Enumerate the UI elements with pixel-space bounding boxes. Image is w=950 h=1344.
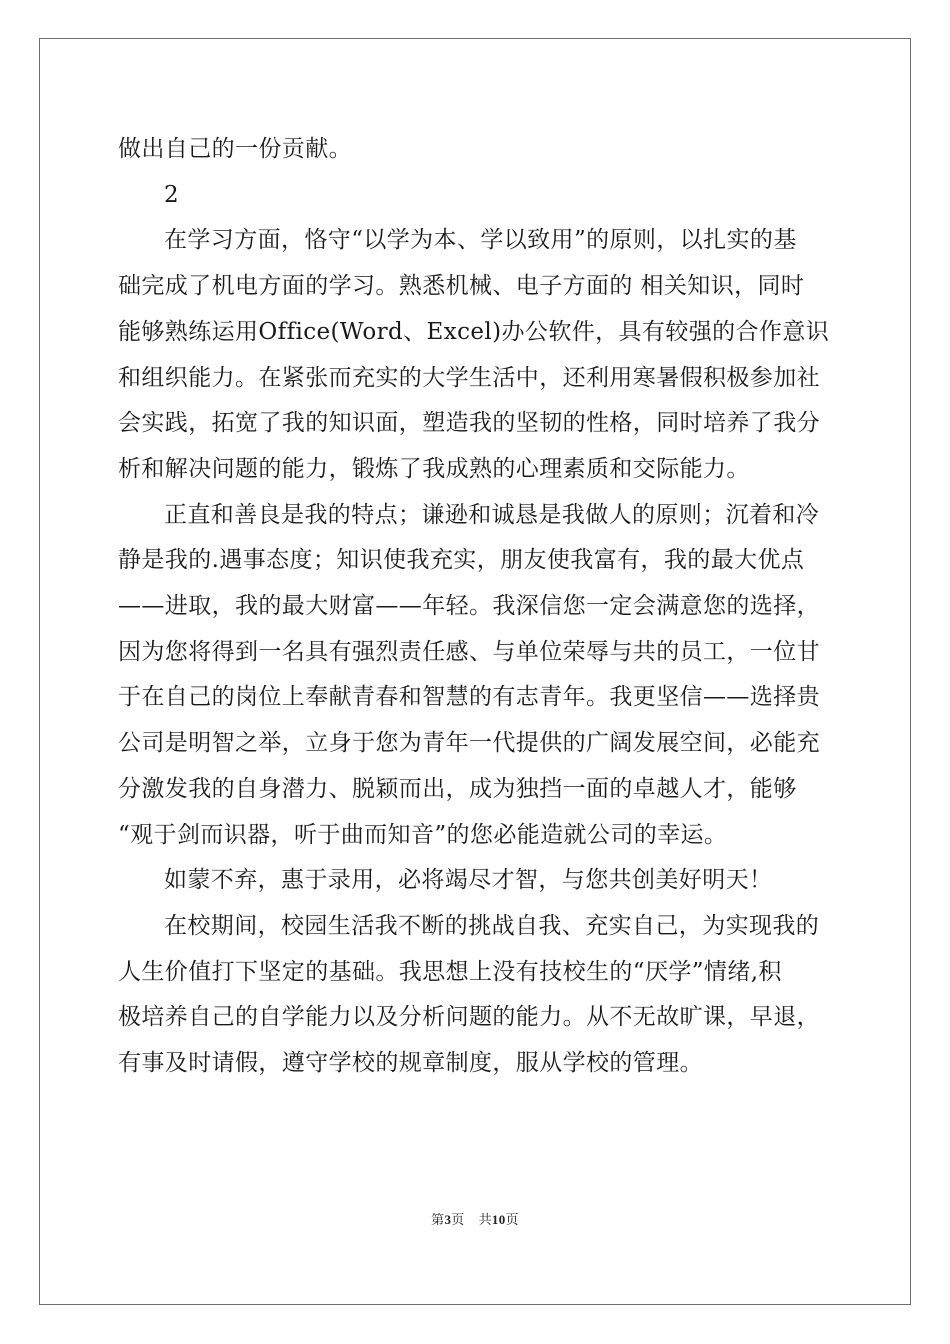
total-pages: 10: [491, 1212, 506, 1227]
text-line: 人生价值打下坚定的基础。我思想上没有技校生的“厌学”情绪,积: [118, 958, 782, 985]
text-line: “观于剑而识器，听于曲而知音”的您必能造就公司的幸运。: [118, 821, 728, 848]
footer-prefix: 第: [431, 1212, 445, 1227]
text-line: 2: [164, 181, 180, 208]
text-line: 静是我的.遇事态度；知识使我充实，朋友使我富有，我的最大优点: [118, 547, 805, 574]
text-line: 做出自己的一份贡献。: [118, 136, 352, 162]
text-line: 能够熟练运用Office(Word、Excel)办公软件，具有较强的合作意识: [118, 318, 830, 345]
total-prefix: 共: [478, 1212, 492, 1227]
text-line: 分激发我的自身潜力、脱颖而出，成为独挡一面的卓越人才，能够: [118, 775, 797, 802]
text-line: 有事及时请假，遵守学校的规章制度，服从学校的管理。: [118, 1050, 703, 1077]
text-line: 在学习方面，恪守“以学为本、学以致用”的原则，以扎实的基: [164, 227, 797, 254]
page-footer: [0, 1209, 950, 1228]
text-line: 极培养自己的自学能力以及分析问题的能力。从不无故旷课，早退，: [118, 1004, 820, 1031]
text-line: 因为您将得到一名具有强烈责任感、与单位荣辱与共的员工，一位甘: [118, 638, 820, 665]
text-line: 于在自己的岗位上奉献青春和智慧的有志青年。我更坚信——选择贵: [118, 684, 820, 711]
page-number: 3: [444, 1212, 452, 1227]
document-page: [39, 38, 911, 1305]
total-suffix: 页: [505, 1212, 519, 1227]
text-line: ——进取，我的最大财富——年轻。我深信您一定会满意您的选择，: [118, 593, 820, 620]
text-line: 公司是明智之举，立身于您为青年一代提供的广阔发展空间，必能充: [118, 730, 820, 757]
text-line: 在校期间，校园生活我不断的挑战自我、充实自己，为实现我的: [164, 912, 820, 939]
text-line: 会实践，拓宽了我的知识面，塑造我的坚韧的性格，同时培养了我分: [118, 410, 820, 437]
document-body: [118, 127, 834, 1087]
text-line: 析和解决问题的能力，锻炼了我成熟的心理素质和交际能力。: [118, 455, 750, 482]
text-line: 和组织能力。在紧张而充实的大学生活中，还利用寒暑假积极参加社: [118, 364, 820, 391]
text-line: 正直和善良是我的特点；谦逊和诚恳是我做人的原则；沉着和冷: [164, 501, 820, 528]
text-line: 如蒙不弃，惠于录用，必将竭尽才智，与您共创美好明天！: [164, 867, 773, 894]
text-line: 础完成了机电方面的学习。熟悉机械、电子方面的 相关知识，同时: [118, 273, 805, 300]
page-suffix: 页: [451, 1212, 465, 1227]
